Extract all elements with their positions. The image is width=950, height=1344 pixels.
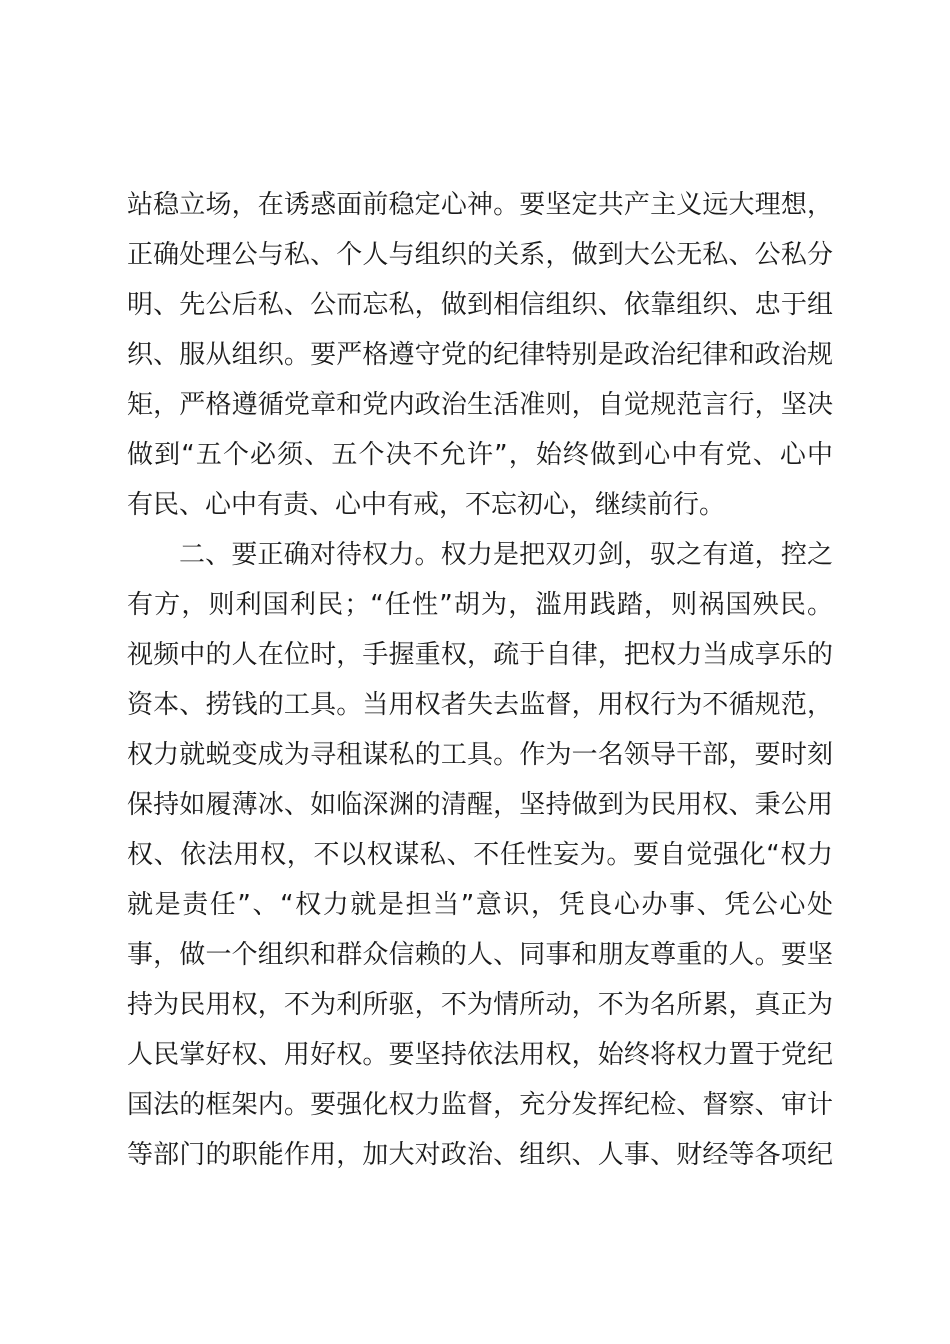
text-line: 持为民用权，不为利所驱，不为情所动，不为名所累，真正为 <box>127 990 833 1020</box>
paragraph-1 <box>127 180 833 530</box>
text-line: 就是责任”、“权力就是担当”意识，凭良心办事、凭公心处 <box>127 890 833 920</box>
text-line: 有民、心中有责、心中有戒，不忘初心，继续前行。 <box>127 490 726 520</box>
paragraph-2 <box>127 530 833 1180</box>
text-line: 人民掌好权、用好权。要坚持依法用权，始终将权力置于党纪 <box>127 1040 833 1070</box>
text-line: 视频中的人在位时，手握重权，疏于自律，把权力当成享乐的 <box>127 640 833 670</box>
text-line: 权、依法用权，不以权谋私、不任性妄为。要自觉强化“权力 <box>127 840 833 870</box>
text-line: 事，做一个组织和群众信赖的人、同事和朋友尊重的人。要坚 <box>127 940 833 970</box>
text-line: 明、先公后私、公而忘私，做到相信组织、依靠组织、忠于组 <box>127 290 833 320</box>
text-line: 有方，则利国利民；“任性”胡为，滥用践踏，则祸国殃民。 <box>127 590 833 620</box>
text-line: 保持如履薄冰、如临深渊的清醒，坚持做到为民用权、秉公用 <box>127 790 833 820</box>
text-line: 正确处理公与私、个人与组织的关系，做到大公无私、公私分 <box>127 240 833 270</box>
text-line: 做到“五个必须、五个决不允许”，始终做到心中有党、心中 <box>127 440 833 470</box>
text-line: 等部门的职能作用，加大对政治、组织、人事、财经等各项纪 <box>127 1140 833 1170</box>
text-line: 矩，严格遵循党章和党内政治生活准则，自觉规范言行，坚决 <box>127 390 833 420</box>
text-line: 权力就蜕变成为寻租谋私的工具。作为一名领导干部，要时刻 <box>127 740 833 770</box>
text-line: 二、要正确对待权力。权力是把双刃剑，驭之有道，控之 <box>179 540 833 570</box>
text-line: 国法的框架内。要强化权力监督，充分发挥纪检、督察、审计 <box>127 1090 833 1120</box>
text-line: 资本、捞钱的工具。当用权者失去监督，用权行为不循规范， <box>127 690 833 720</box>
text-line: 站稳立场，在诱惑面前稳定心神。要坚定共产主义远大理想， <box>127 190 833 220</box>
text-line: 织、服从组织。要严格遵守党的纪律特别是政治纪律和政治规 <box>127 340 833 370</box>
